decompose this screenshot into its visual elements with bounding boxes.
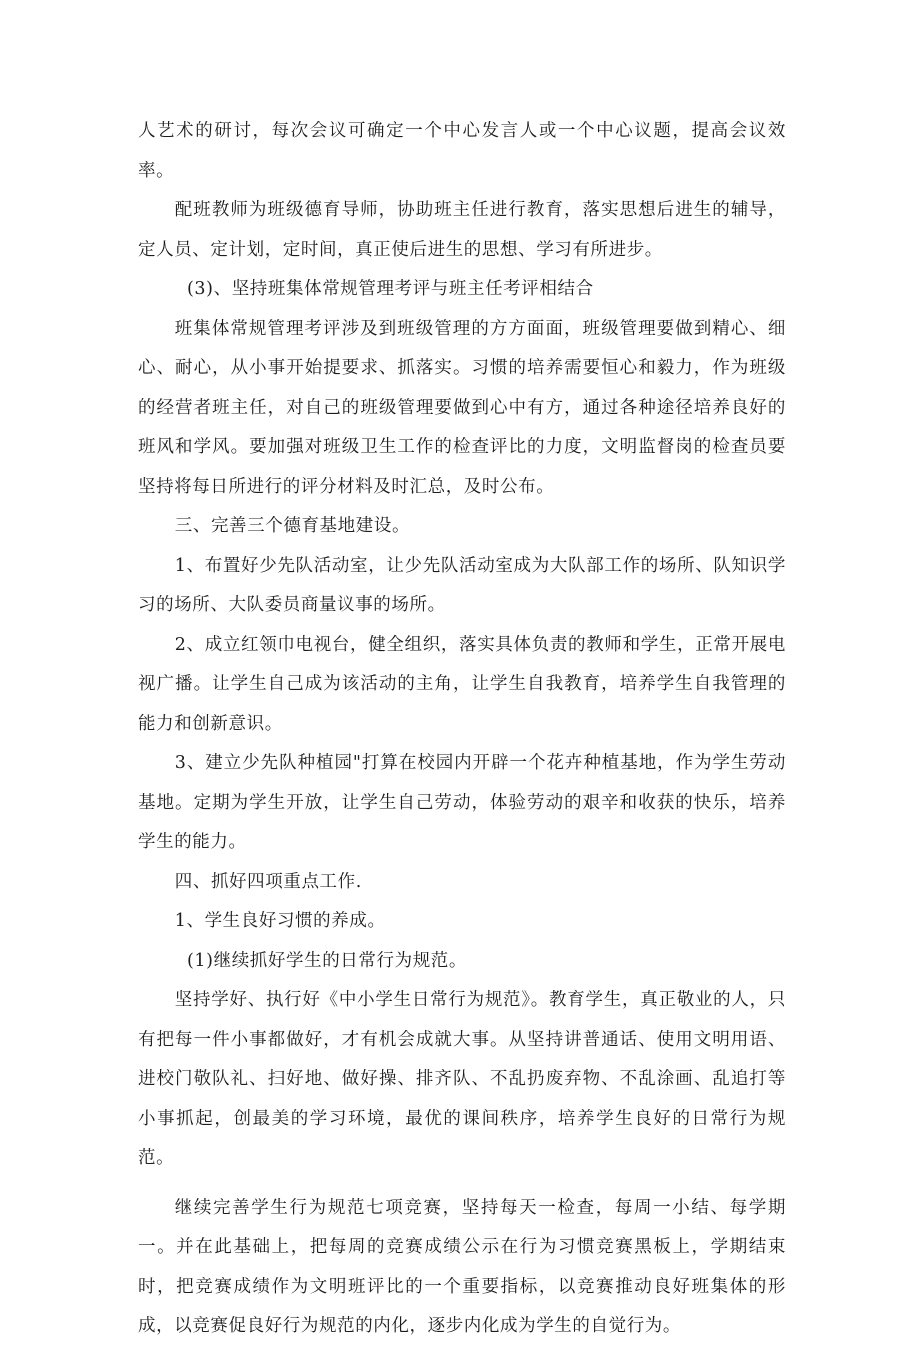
list-item-3: 3、建立少先队种植园"打算在校园内开辟一个花卉种植基地，作为学生劳动基地。定期为学生开放，让学生自己劳动，体验劳动的艰辛和收获的快乐，培养学生的能力。: [138, 753, 786, 852]
list-item-2: 2、成立红领巾电视台，健全组织，落实具体负责的教师和学生，正常开展电视广播。让学生自己成为该活动的主角，让学生自我教育，培养学生自我管理的能力和创新意识。: [138, 634, 786, 734]
list-item-1: 1、布置好少先队活动室，让少先队活动室成为大队部工作的场所、队知识学习的场所、大队委员商量议事的场所。: [138, 555, 786, 615]
subsection-heading-1: 1、学生良好习惯的养成。: [174, 911, 386, 931]
section-heading-4: 四、抓好四项重点工作.: [174, 871, 362, 892]
paragraph-competition: 继续完善学生行为规范七项竞赛，坚持每天一检查，每周一小结、每学期一。并在此基础上，把每周的竞赛成绩公示在行为习惯竞赛黑板上，学期结束时，把竞赛成绩作为文明班评比的一个重要指标，以竞赛推动良好班集体的形成，以竞赛促良好行为规范的内化，逐步内化成为学生的自觉行为。: [138, 1197, 786, 1336]
subheading-3: (3)、坚持班集体常规管理考评与班主任考评相结合: [187, 279, 594, 299]
subheading-1: (1)继续抓好学生的日常行为规范。: [187, 950, 467, 971]
paragraph-4: 班集体常规管理考评涉及到班级管理的方方面面，班级管理要做到精心、细心、耐心，从小事开始提要求、抓落实。习惯的培养需要恒心和毅力，作为班级的经营者班主任，对自己的班级管理要做到心中有方，通过各种途径培养良好的班风和学风。要加强对班级卫生工作的检查评比的力度，文明监督岗的检查员要坚持将每日所进行的评分材料及时汇总，及时公布。: [138, 318, 786, 497]
document-body: [138, 112, 786, 1347]
paragraph-1: 人艺术的研讨，每次会议可确定一个中心发言人或一个中心议题，提高会议效率。: [138, 121, 786, 181]
section-heading-3: 三、完善三个德育基地建设。: [174, 516, 411, 536]
paragraph-2: 配班教师为班级德育导师，协助班主任进行教育，落实思想后进生的辅导，定人员、定计划，定时间，真正使后进生的思想、学习有所进步。: [138, 200, 786, 260]
paragraph-norms: 坚持学好、执行好《中小学生日常行为规范》。教育学生，真正敬业的人，只有把每一件小事都做好，才有机会成就大事。从坚持讲普通话、使用文明用语、进校门敬队礼、扫好地、做好操、排齐队、不乱扔废弃物、不乱涂画、乱追打等小事抓起，创最美的学习环境，最优的课间秩序，培养学生良好的日常行为规范。: [138, 990, 786, 1168]
